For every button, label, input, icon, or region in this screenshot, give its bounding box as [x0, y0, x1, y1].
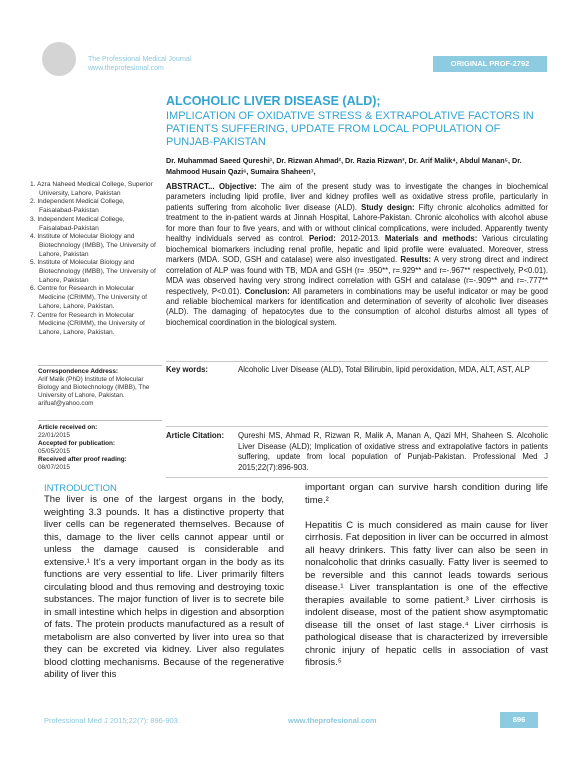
abstract-conclusion: All parameters in combinations may be useful indicator or may be good and reliable biochemical markers for identification and determination of severity of alcoholic liver diseases (ALD). The damaging of hepatocytes due to the consumption of alcohol disturbs almost all types of biochemical coordination in the biological system.: [166, 286, 548, 327]
correspondence-heading: Correspondence Address:: [38, 368, 119, 375]
article-type-badge: ORIGINAL PROF-2792: [433, 56, 547, 72]
proof-date: 08/07/2015: [38, 464, 70, 471]
accepted-label: Accepted for publication:: [38, 440, 116, 447]
citation-label: Article Citation:: [166, 431, 225, 440]
accepted-date: 05/05/2015: [38, 448, 70, 455]
body-column-left: The liver is one of the largest organs in the body, weighting 3.3 pounds. It has a distinctive property that liver cells can be regenerated themselves. Because of this, damage to the liver cells cannot appear until or unless the damage caused is considerable and extensive.¹ It’s a very important organ in the body as its functions are very essential to life. Liver primarily filters circulating blood and thus removing and destroying toxic substances. The major function of liver is to secrete bile in small intestine which helps in digestion and absorption of fats. The protein products manufactured as a result of metabolism are also converted by liver into urea so that they can be excreted via kidney. Liver also regulates blood clotting mechanisms. Because of the regenerative ability of liver this: [44, 494, 284, 680]
correspondence-address: Arif Malik (PhD) Institute of Molecular Biology and Biotechnology (IMBB), The University of Lahore, Pakistan. arifuaf@yahoo.com: [38, 376, 150, 407]
abstract-label: ABSTRACT... Objective:: [166, 182, 257, 191]
divider: [166, 426, 548, 427]
period-label: Period:: [308, 234, 336, 244]
author-list: Dr. Muhammad Saeed Qureshi¹, Dr. Rizwan Ahmad², Dr. Razia Rizwan³, Dr. Arif Malik⁴, Abdul Manan⁵, Dr. Mahmood Husain Qazi⁶, Sumaira Shaheen⁷,: [166, 156, 522, 176]
abstract: [166, 182, 548, 328]
abstract-results: A very strong direct and indirect correlation of ALP was found with TB, MDA and GSH (r= .950**, r=.929** and r=-.967** respectively, P<0.01). MDA was observed having very strong indirect correlation with GSH and catalase (r=-.909** and r=-.777** respectively, P<0.01).: [166, 255, 549, 296]
affiliation-list: [30, 181, 160, 338]
article-dates: [38, 424, 163, 472]
affiliation-item: 6. Centre for Research in Molecular Medicine (CRIMM), The University of Lahore, Lahore, Pakistan.: [30, 285, 147, 310]
journal-name: [88, 55, 192, 73]
design-label: Study design:: [361, 202, 415, 212]
abstract-design: Fifty chronic alcoholics admitted for treatment to the in-patient wards at Jinnah Hospital, Lahore-Pakistan. Chronic alcoholics with alcohol abuse for more than four to five years, and with or without clinical complications, were included. Apparently twenty healthy individuals served as control.: [166, 202, 548, 244]
article-subtitle: IMPLICATION OF OXIDATIVE STRESS & EXTRAPOLATIVE FACTORS IN PATIENTS SUFFERING, UPDATE FROM LOCAL POPULATION OF PUNJAB-PAKISTAN: [166, 110, 534, 148]
affiliation-item: 1. Azra Naheed Medical College, Superior University, Lahore, Pakistan: [30, 181, 153, 197]
methods-label: Materials and methods:: [384, 234, 478, 244]
affiliation-item: 3. Independent Medical College, Faisalabad-Pakistan: [30, 215, 125, 232]
citation-text: Qureshi MS, Ahmad R, Rizwan R, Malik A, Manan A, Qazi MH, Shaheen S. Alcoholic Liver Disease (ALD); Implication of oxidative stress and extrapolative factors in patients suffering, update from local population of Punjab-Pakistan. Professional Med J 2015;22(7):896-903.: [238, 431, 548, 472]
body-paragraph: important organ can survive harsh condition during life time.²: [305, 482, 548, 506]
affiliation-item: 7. Centre for Research in Molecular Medicine (CRIMM), the University of Lahore, Lahore, Pakistan.: [30, 311, 145, 336]
page-number: 896: [500, 712, 538, 728]
keywords-label: Key words:: [166, 365, 209, 374]
body-column-right: [305, 482, 548, 670]
proof-label: Received after proof reading:: [38, 456, 127, 463]
received-label: Article received on:: [38, 424, 98, 431]
journal-logo: [42, 42, 76, 76]
footer-url[interactable]: www.theprofesional.com: [288, 716, 377, 725]
body-paragraph: Hepatitis C is much considered as main cause for liver cirrhosis. Fat deposition in liver can be occurred in almost all heavy drinkers. This fatty liver can also be seen in nonalcoholic that drinks casually. Fatty liver is seemed to be reversible and this cannot leads towards serious disease.¹ Liver transplantation is one of the effective therapies available to some patient.³ Liver cirrhosis is indolent disease, most of the patient show asymptomatic disease till the onset of last stage.⁴ Liver cirrhosis is pathological disease that is characterized by irreversible chronic injury of hepatic cells in association of vast fibrosis.⁵: [305, 519, 548, 668]
conclusion-label: Conclusion:: [244, 286, 290, 296]
abstract-objective: The aim of the present study was to investigate the changes in biochemical parameters including lipid profile, liver and kidney profiles well as oxidative stress profile, particularly in patients suffering from alcoholic liver disease (ALD).: [166, 182, 548, 212]
divider: [38, 420, 162, 421]
journal-url[interactable]: www.theprofesional.com: [88, 65, 164, 72]
divider: [166, 477, 548, 478]
affiliation-item: 2. Independent Medical College, Faisalabad-Pakistan: [30, 198, 125, 215]
article-title: ALCOHOLIC LIVER DISEASE (ALD);: [166, 94, 381, 108]
affiliation-item: 5. Institute of Molecular Biology and Biotechnology (IMBB), The University of Lahore, Pakistan: [30, 259, 156, 284]
affiliation-item: 4. Institute of Molecular Biology and Biotechnology (IMBB), The University of Lahore, Pakistan: [30, 233, 156, 258]
divider: [166, 361, 548, 362]
divider: [38, 365, 162, 366]
abstract-period: 2012-2013.: [335, 234, 385, 244]
correspondence-block: [38, 368, 163, 408]
received-date: 22/01/2015: [38, 432, 70, 439]
journal-title: The Professional Medical Journal: [88, 56, 192, 63]
footer-citation: Professional Med J 2015;22(7): 896-903.: [44, 716, 180, 725]
abstract-methods: Various circulating biochemical biomarkers including renal profile, hepatic and lipid profile were evaluated. Moreover, stress markers (MDA. SOD, GSH and catalase) were also investigated.: [166, 234, 548, 265]
results-label: Results:: [400, 255, 432, 265]
keywords-text: Alcoholic Liver Disease (ALD), Total Bilirubin, lipid peroxidation, MDA, ALT, AST, ALP: [238, 365, 530, 374]
introduction-heading: INTRODUCTION: [44, 483, 117, 494]
